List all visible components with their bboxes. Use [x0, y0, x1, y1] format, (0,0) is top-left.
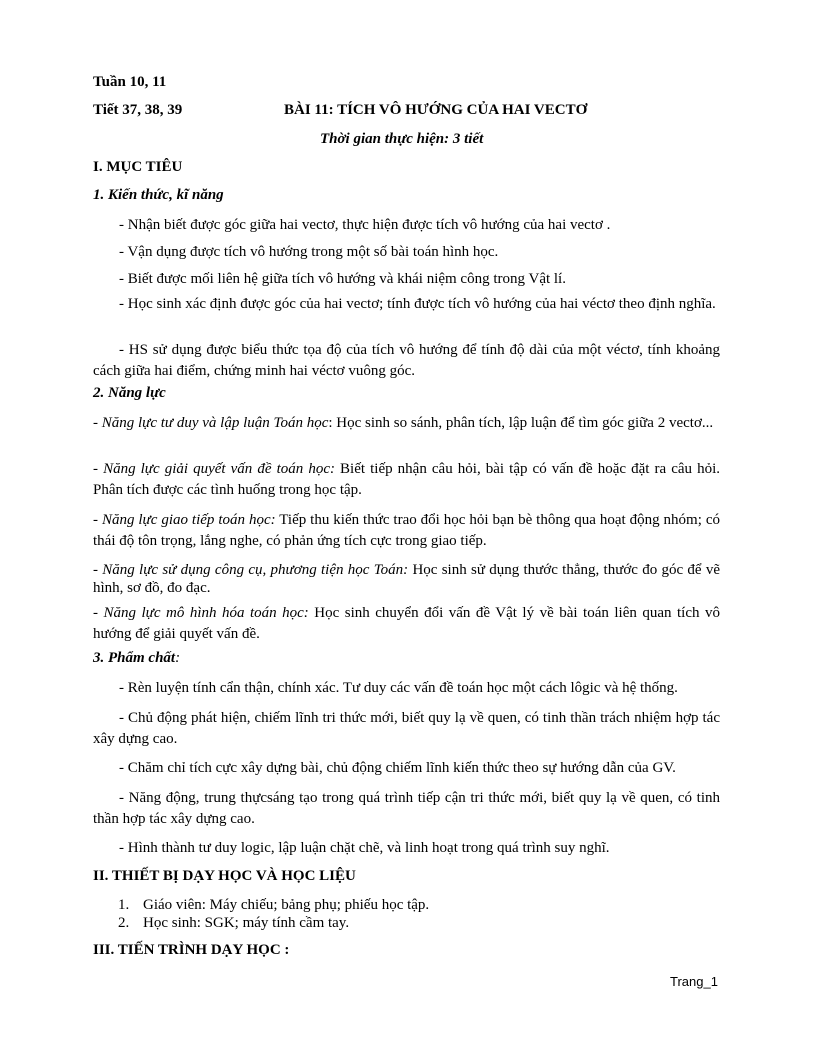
qualities-heading: 3. Phẩm chất	[93, 650, 176, 666]
section-heading-objectives: I. MỤC TIÊU	[93, 159, 183, 175]
quality-item-3: - Chăm chỉ tích cực xây dựng bài, chủ động chiếm lĩnh kiến thức theo sự hướng dẫn của GV.	[119, 760, 676, 776]
duration-label: Thời gian thực hiện: 3 tiết	[320, 131, 484, 147]
list-text: Giáo viên: Máy chiếu; bảng phụ; phiếu học tập.	[143, 897, 430, 913]
section-heading-process: III. TIẾN TRÌNH DẠY HỌC :	[93, 942, 290, 958]
competency-prefix: -	[93, 512, 102, 528]
knowledge-item-1: - Nhận biết được góc giữa hai vectơ, thực hiện được tích vô hướng của hai vectơ .	[119, 217, 611, 233]
week-label: Tuần 10, 11	[93, 74, 167, 90]
competency-item-2	[93, 459, 720, 501]
competency-text: : Học sinh so sánh, phân tích, lập luận để tìm góc giữa 2 vectơ...	[328, 415, 714, 431]
knowledge-item-3: - Biết được mối liên hệ giữa tích vô hướng và khái niệm công trong Vật lí.	[119, 271, 566, 287]
competency-text: Học sinh chuyển đổi vấn đề Vật lý về bài toán liên quan tích vô hướng để giải quyết vấn đề.	[93, 605, 720, 642]
competency-label: Năng lực giải quyết vấn đề toán học:	[103, 461, 335, 477]
competency-prefix: -	[93, 415, 102, 431]
equipment-item-1	[118, 897, 429, 914]
section-heading-equipment: II. THIẾT BỊ DẠY HỌC VÀ HỌC LIỆU	[93, 868, 356, 884]
quality-item-4: - Năng động, trung thựcsáng tạo trong quá trình tiếp cận tri thức mới, biết quy lạ về quen, có tinh thần hợp tác xây dựng cao.	[93, 790, 720, 827]
knowledge-item-5: - HS sử dụng được biểu thức tọa độ của tích vô hướng để tính độ dài của một véctơ, tính khoảng cách giữa hai điểm, chứng minh hai véctơ vuông góc.	[93, 342, 720, 379]
competency-item-4	[93, 561, 720, 597]
lesson-title: BÀI 11: TÍCH VÔ HƯỚNG CỦA HAI VECTƠ	[284, 102, 588, 118]
page-number: Trang_1	[670, 974, 718, 989]
competency-label: Năng lực tư duy và lập luận Toán học	[101, 415, 329, 431]
competency-item-5	[93, 603, 720, 645]
list-number: 1.	[118, 897, 130, 913]
quality-item-5: - Hình thành tư duy logic, lập luận chặt chẽ, và linh hoạt trong quá trình suy nghĩ.	[119, 840, 610, 856]
competency-text: Tiếp thu kiến thức trao đổi học hỏi bạn bè thông qua hoạt động nhóm; có thái độ tôn trọng, lắng nghe, có phản ứng tích cực trong giao tiếp.	[93, 512, 720, 549]
knowledge-item-4: - Học sinh xác định được góc của hai vectơ; tính được tích vô hướng của hai véctơ theo định nghĩa.	[119, 296, 716, 312]
competency-prefix: -	[93, 605, 104, 621]
competency-prefix: -	[93, 562, 103, 578]
list-text: Học sinh: SGK; máy tính cầm tay.	[143, 915, 350, 931]
subheading-knowledge-skills: 1. Kiến thức, kĩ năng	[93, 187, 224, 203]
competency-item-1	[93, 413, 720, 434]
competency-prefix: -	[93, 461, 104, 477]
subheading-competencies: 2. Năng lực	[93, 385, 166, 401]
competency-text: Học sinh sử dụng thước thẳng, thước đo góc để vẽ hình, sơ đồ, đo đạc.	[93, 562, 720, 596]
competency-text: Biết tiếp nhận câu hỏi, bài tập có vấn đề hoặc đặt ra câu hỏi. Phân tích được các tình huống trong học tập.	[93, 461, 720, 498]
equipment-item-2	[118, 915, 349, 932]
knowledge-item-2: - Vận dụng được tích vô hướng trong một số bài toán hình học.	[119, 244, 499, 260]
list-number: 2.	[118, 915, 130, 931]
subheading-qualities	[93, 650, 180, 667]
competency-label: Năng lực mô hình hóa toán học:	[103, 605, 309, 621]
competency-label: Năng lực giao tiếp toán học:	[101, 512, 276, 528]
periods-label: Tiết 37, 38, 39	[93, 102, 183, 118]
quality-item-2: - Chủ động phát hiện, chiếm lĩnh tri thức mới, biết quy lạ về quen, có tinh thần trách nhiệm hợp tác xây dựng cao.	[93, 710, 720, 747]
quality-item-1: - Rèn luyện tính cẩn thận, chính xác. Tư duy các vấn đề toán học một cách lôgic và hệ thống.	[119, 680, 678, 696]
competency-item-3	[93, 510, 720, 552]
qualities-colon: :	[175, 650, 181, 666]
competency-label: Năng lực sử dụng công cụ, phương tiện học Toán:	[102, 562, 409, 578]
